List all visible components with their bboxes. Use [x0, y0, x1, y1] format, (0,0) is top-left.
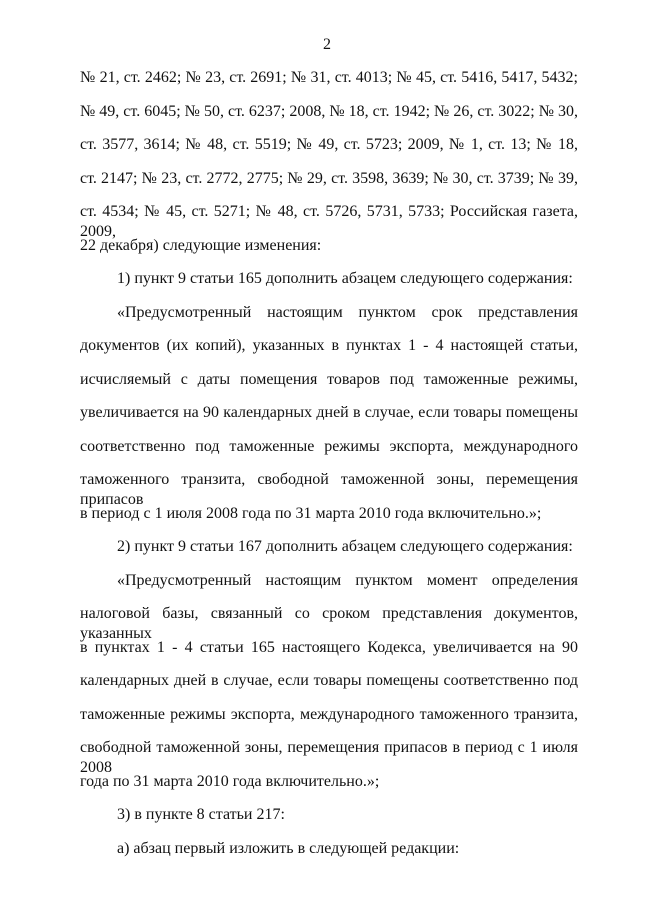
text-line: исчисляемый с даты помещения товаров под таможенные режимы,	[80, 370, 578, 388]
text-line: увеличивается на 90 календарных дней в случае, если товары помещены	[80, 404, 578, 421]
text-line: № 49, ст. 6045; № 50, ст. 6237; 2008, № 18, ст. 1942; № 26, ст. 3022; № 30,	[80, 102, 578, 120]
text-line: 1) пункт 9 статьи 165 дополнить абзацем следующего содержания:	[117, 270, 573, 287]
text-line: года по 31 марта 2010 года включительно.»;	[80, 772, 380, 790]
text-line: № 21, ст. 2462; № 23, ст. 2691; № 31, ст. 4013; № 45, ст. 5416, 5417, 5432;	[80, 69, 578, 86]
text-line: ст. 4534; № 45, ст. 5271; № 48, ст. 5726, 5731, 5733; Российская газета, 2009,	[80, 203, 578, 240]
text-line: 22 декабря) следующие изменения:	[80, 236, 322, 254]
text-line: таможенного транзита, свободной таможенной зоны, перемещения припасов	[80, 471, 578, 508]
text-line: «Предусмотренный настоящим пунктом момент определения	[117, 571, 578, 589]
text-line: соответственно под таможенные режимы экспорта, международного	[80, 437, 578, 455]
text-line: таможенные режимы экспорта, международного таможенного транзита,	[80, 705, 578, 723]
text-line: ст. 3577, 3614; № 48, ст. 5519; № 49, ст. 5723; 2009, № 1, ст. 13; № 18,	[80, 136, 578, 153]
text-line: 2) пункт 9 статьи 167 дополнить абзацем следующего содержания:	[117, 538, 573, 555]
text-line: в период с 1 июля 2008 года по 31 марта 2010 года включительно.»;	[80, 504, 542, 522]
text-line: документов (их копий), указанных в пунктах 1 - 4 настоящей статьи,	[80, 337, 578, 354]
text-line: «Предусмотренный настоящим пунктом срок представления	[117, 303, 578, 321]
text-line: ст. 2147; № 23, ст. 2772, 2775; № 29, ст. 3598, 3639; № 30, ст. 3739; № 39,	[80, 169, 578, 187]
text-line: 3) в пункте 8 статьи 217:	[117, 806, 285, 823]
text-line: календарных дней в случае, если товары помещены соответственно под	[80, 672, 578, 689]
text-line: в пунктах 1 - 4 статьи 165 настоящего Кодекса, увеличивается на 90	[80, 638, 578, 656]
page-number: 2	[323, 36, 331, 53]
text-line: а) абзац первый изложить в следующей редакции:	[117, 839, 460, 857]
text-line: налоговой базы, связанный со сроком представления документов, указанных	[80, 605, 578, 642]
text-line: свободной таможенной зоны, перемещения припасов в период с 1 июля 2008	[80, 739, 578, 776]
